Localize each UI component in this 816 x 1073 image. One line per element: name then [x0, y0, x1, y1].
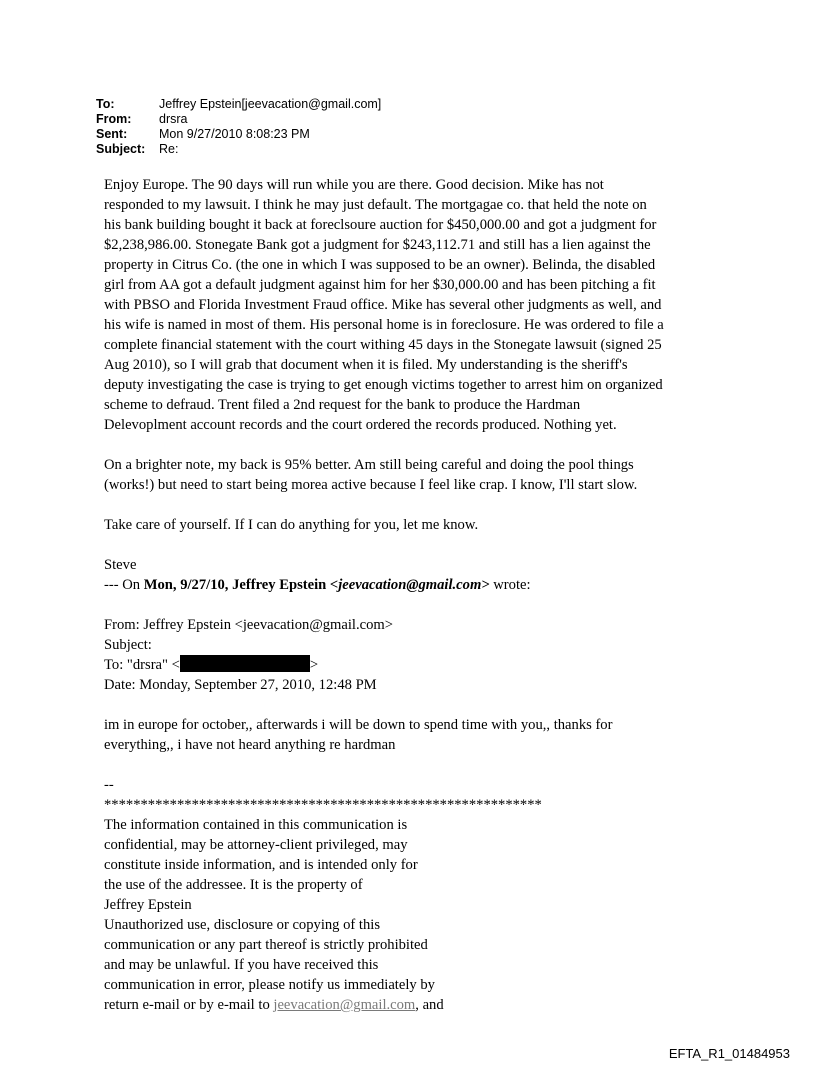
signature-block: [104, 555, 744, 595]
body-line: Delevoplment account records and the court ordered the records produced. Nothing yet.: [104, 417, 617, 433]
quoted-message: [104, 615, 744, 1015]
body-line: $2,238,986.00. Stonegate Bank got a judgment for $243,112.71 and still has a lien against the: [104, 237, 651, 253]
quoted-message-line: everything,, i have not heard anything re hardman: [104, 737, 396, 753]
body-line: (works!) but need to start being morea active because I feel like crap. I know, I'll start slow.: [104, 477, 638, 493]
email-body: [104, 175, 744, 1015]
body-line: deputy investigating the case is trying to get enough victims together to arrest him on organized: [104, 377, 663, 393]
disclaimer-line: Unauthorized use, disclosure or copying of this: [104, 917, 381, 933]
disclaimer-line: and may be unlawful. If you have received this: [104, 957, 379, 973]
body-line: Enjoy Europe. The 90 days will run while you are there. Good decision. Mike has not: [104, 177, 604, 193]
to-label: To:: [96, 97, 115, 111]
body-line: scheme to defraud. Trent filed a 2nd request for the bank to produce the Hardman: [104, 397, 581, 413]
quoted-to-suffix: >: [309, 657, 319, 673]
document-id: EFTA_R1_01484953: [668, 1046, 790, 1061]
sent-value: Mon 9/27/2010 8:08:23 PM: [159, 127, 310, 141]
body-line: girl from AA got a default judgment against him for her $30,000.00 and has been pitching a fit: [104, 277, 656, 293]
disclaimer-line: constitute inside information, and is intended only for: [104, 857, 418, 873]
subject-label: Subject:: [96, 142, 146, 156]
separator-stars: ************************************************************: [104, 797, 542, 813]
wrote-suffix: wrote:: [489, 577, 531, 593]
body-line: property in Citrus Co. (the one in which I was supposed to be an owner). Belinda, the disabled: [104, 257, 656, 273]
body-paragraph-2: [104, 455, 744, 495]
sent-label: Sent:: [96, 127, 128, 141]
to-value: Jeffrey Epstein[jeevacation@gmail.com]: [159, 97, 382, 111]
sent-row: [96, 127, 381, 142]
body-paragraph-3: [104, 515, 744, 535]
email-link[interactable]: jeevacation@gmail.com: [273, 997, 416, 1013]
subject-value: Re:: [159, 142, 179, 156]
body-line: Aug 2010), so I will grab that document when it is filed. My understanding is the sheriff's: [104, 357, 628, 373]
quoted-message-line: im in europe for october,, afterwards i will be down to spend time with you,, thanks for: [104, 717, 613, 733]
disclaimer-last-suffix: , and: [415, 997, 444, 1013]
body-line: On a brighter note, my back is 95% better. Am still being careful and doing the pool things: [104, 457, 634, 473]
body-line: Take care of yourself. If I can do anything for you, let me know.: [104, 517, 479, 533]
body-line: responded to my lawsuit. I think he may just default. The mortgagae co. that held the note on: [104, 197, 647, 213]
from-label: From:: [96, 112, 132, 126]
quoted-to: [104, 657, 318, 673]
redaction-bar: [180, 655, 310, 672]
wrote-prefix: --- On: [104, 577, 144, 593]
signature: Steve: [104, 557, 137, 573]
quoted-subject: Subject:: [104, 637, 152, 653]
email-header: [96, 97, 381, 157]
separator-dashes: --: [104, 777, 114, 793]
disclaimer-line: Jeffrey Epstein: [104, 897, 192, 913]
quoted-date: Date: Monday, September 27, 2010, 12:48 PM: [104, 677, 377, 693]
body-line: his wife is named in most of them. His personal home is in foreclosure. He was ordered to file a: [104, 317, 664, 333]
disclaimer-line: confidential, may be attorney-client privileged, may: [104, 837, 408, 853]
subject-row: [96, 142, 381, 157]
body-line: with PBSO and Florida Investment Fraud office. Mike has several other judgments as well, and: [104, 297, 662, 313]
wrote-line: [104, 577, 531, 593]
from-row: [96, 112, 381, 127]
wrote-email: <jeevacation@gmail.com>: [329, 577, 490, 593]
disclaimer-line: communication in error, please notify us immediately by: [104, 977, 435, 993]
wrote-sender: Mon, 9/27/10, Jeffrey Epstein: [143, 577, 330, 593]
to-row: [96, 97, 381, 112]
body-line: complete financial statement with the court withing 45 days in the Stonegate lawsuit (signed 25: [104, 337, 662, 353]
disclaimer-last-line: [104, 997, 444, 1013]
from-value: drsra: [159, 112, 188, 126]
quoted-to-prefix: To: "drsra" <: [104, 657, 180, 673]
disclaimer-last-prefix: return e-mail or by e-mail to: [104, 997, 274, 1013]
quoted-from: From: Jeffrey Epstein <jeevacation@gmail.com>: [104, 617, 393, 633]
body-line: his bank building bought it back at foreclsoure auction for $450,000.00 and got a judgment for: [104, 217, 657, 233]
disclaimer-line: The information contained in this communication is: [104, 817, 408, 833]
disclaimer-line: communication or any part thereof is strictly prohibited: [104, 937, 428, 953]
body-paragraph-1: [104, 175, 744, 435]
disclaimer-line: the use of the addressee. It is the property of: [104, 877, 363, 893]
